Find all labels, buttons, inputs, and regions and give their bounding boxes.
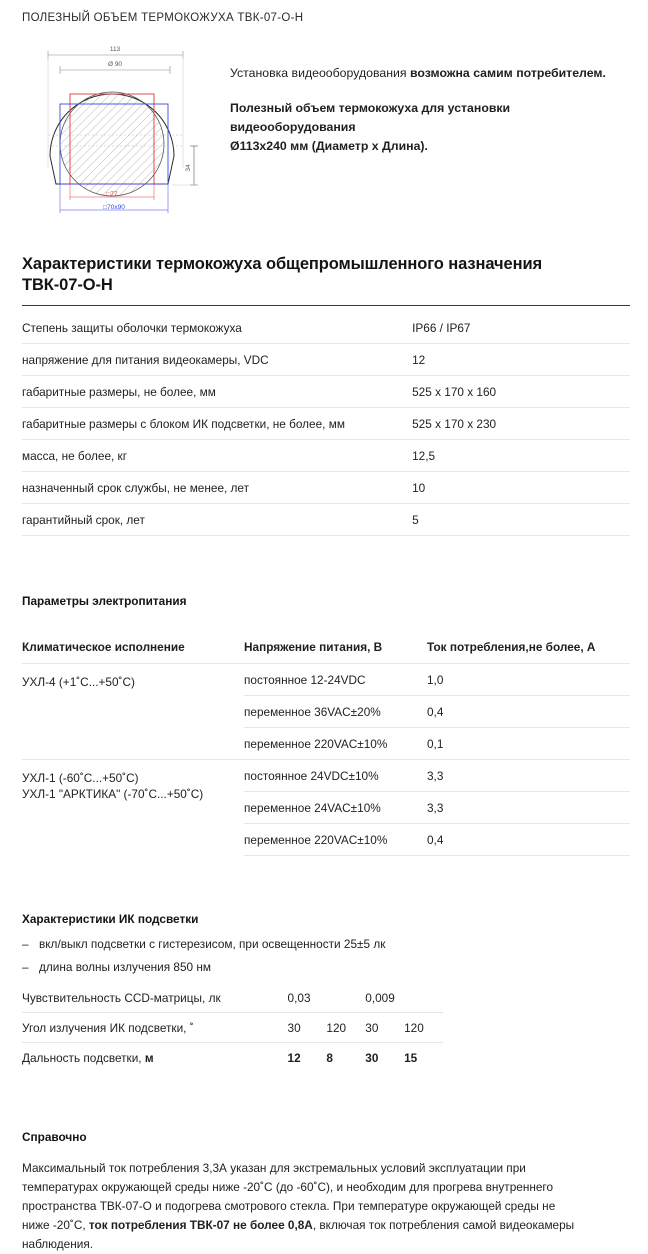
- specs-heading-line1: Характеристики термокожуха общепромышленного назначения: [22, 255, 543, 273]
- spec-value: 5: [412, 504, 630, 536]
- current-value: 0,4: [427, 696, 630, 728]
- cross-section-drawing-icon: [22, 38, 212, 216]
- voltage-value: переменное 36VAC±20%: [244, 696, 427, 728]
- list-item: [22, 960, 626, 974]
- table-row: [22, 472, 630, 504]
- dash-bullet-icon: –: [22, 937, 29, 951]
- reference-heading: Справочно: [22, 1130, 87, 1144]
- ir-bullet-list: [22, 937, 626, 974]
- ir-row-label: [22, 1043, 288, 1073]
- useful-volume-note: [230, 99, 628, 156]
- specs-table: [22, 312, 630, 536]
- useful-volume-line1: Полезный объем термокожуха для установки: [230, 101, 511, 115]
- spec-label: гарантийный срок, лет: [22, 504, 412, 536]
- power-heading: Параметры электропитания: [22, 594, 187, 608]
- specs-heading-line2: ТВК-07-О-Н: [22, 276, 113, 294]
- ir-row-label-unit: м: [144, 1051, 154, 1065]
- table-row: [22, 1043, 443, 1073]
- table-row: [22, 344, 630, 376]
- useful-volume-line2: видеооборудования: [230, 120, 356, 134]
- ir-row-label: Чувствительность CCD-матрицы, лк: [22, 983, 288, 1013]
- col-header-current: Ток потребления,не более, А: [427, 640, 630, 664]
- table-row: [22, 440, 630, 472]
- col-header-climate: Климатическое исполнение: [22, 640, 244, 664]
- ir-range-value: 30: [365, 1051, 379, 1065]
- voltage-value: переменное 220VAC±10%: [244, 728, 427, 760]
- spec-value: 12,5: [412, 440, 630, 472]
- voltage-value: постоянное 12-24VDC: [244, 664, 427, 696]
- reference-section: [22, 1130, 626, 1254]
- svg-text:34: 34: [185, 164, 192, 172]
- page-title: ПОЛЕЗНЫЙ ОБЪЕМ ТЕРМОКОЖУХА ТВК-07-О-Н: [22, 12, 304, 24]
- install-note: [230, 64, 628, 83]
- hero-description: [212, 38, 628, 156]
- current-value: 3,3: [427, 792, 630, 824]
- ir-row-label: Угол излучения ИК подсветки, ˚: [22, 1013, 288, 1043]
- ir-heading: Характеристики ИК подсветки: [22, 912, 199, 926]
- ccd-sensitivity-value-2: 0,009: [365, 983, 443, 1013]
- svg-text:□70x90: □70x90: [103, 204, 125, 211]
- current-value: 0,1: [427, 728, 630, 760]
- ir-row-label-text: Дальность подсветки,: [22, 1051, 145, 1065]
- useful-volume-line3: Ø113x240 мм (Диаметр х Длина).: [230, 139, 428, 153]
- table-row: [22, 408, 630, 440]
- spec-label: напряжение для питания видеокамеры, VDC: [22, 344, 412, 376]
- power-table: [22, 640, 630, 856]
- ir-range-value: 8: [326, 1051, 333, 1065]
- ir-table-body: [22, 983, 443, 1072]
- list-item-label: длина волны излучения 850 нм: [39, 960, 212, 974]
- spec-label: масса, не более, кг: [22, 440, 412, 472]
- current-value: 0,4: [427, 824, 630, 856]
- spec-value: IP66 / IP67: [412, 312, 630, 344]
- table-header-row: [22, 640, 630, 664]
- specs-heading-rule: [22, 305, 630, 306]
- list-item: [22, 937, 626, 951]
- ccd-sensitivity-value-1: 0,03: [288, 983, 366, 1013]
- table-row: [22, 504, 630, 536]
- dash-bullet-icon: –: [22, 960, 29, 974]
- ir-angle-value: 120: [404, 1013, 443, 1043]
- spec-value: 525 x 170 x 160: [412, 376, 630, 408]
- voltage-value: постоянное 24VDC±10%: [244, 760, 427, 792]
- ir-angle-value: 30: [288, 1013, 327, 1043]
- current-value: 1,0: [427, 664, 630, 696]
- ir-range-value: 15: [404, 1051, 418, 1065]
- table-row: [22, 760, 630, 792]
- table-row: [22, 983, 443, 1013]
- svg-text:Ø 90: Ø 90: [107, 61, 123, 68]
- specs-heading: [22, 254, 628, 296]
- col-header-voltage: Напряжение питания, В: [244, 640, 427, 664]
- voltage-value: переменное 24VAC±10%: [244, 792, 427, 824]
- specs-table-body: [22, 312, 630, 536]
- ir-angle-value: 30: [365, 1013, 404, 1043]
- spec-label: габаритные размеры, не более, мм: [22, 376, 412, 408]
- svg-text:□77: □77: [106, 191, 118, 198]
- technical-drawing-figure: [22, 38, 212, 216]
- voltage-value: переменное 220VAC±10%: [244, 824, 427, 856]
- table-row: [22, 664, 630, 696]
- spec-value: 525 x 170 x 230: [412, 408, 630, 440]
- spec-label: назначенный срок службы, не менее, лет: [22, 472, 412, 504]
- current-value: 3,3: [427, 760, 630, 792]
- hero-section: [0, 24, 648, 216]
- spec-label: габаритные размеры с блоком ИК подсветки, не более, мм: [22, 408, 412, 440]
- table-row: [22, 312, 630, 344]
- reference-text-part2: , включая ток потребления самой видеокамеры наблюдения.: [22, 1218, 575, 1251]
- ir-table: [22, 983, 443, 1072]
- ir-range-value: 12: [287, 1051, 301, 1065]
- climate-class-label: УХЛ-4 (+1˚С...+50˚С): [22, 675, 135, 689]
- reference-body: [22, 1159, 582, 1254]
- climate-class-cell: [22, 664, 244, 760]
- climate-class-label: УХЛ-1 (-60˚С...+50˚С): [22, 771, 139, 785]
- reference-text-bold: ток потребления ТВК-07 не более 0,8А: [88, 1218, 313, 1232]
- power-table-body: [22, 664, 630, 856]
- reference-text-part1: Максимальный ток потребления 3,3А указан для экстремальных условий эксплуатации при температурах окружающей среды ниже -20˚С (до -60˚С), и необходим для прогрева внутреннего пространства ТВК-07-О и подогрева смотрового стекла. При температуре окружающей среды не ниже -20˚С,: [22, 1161, 556, 1232]
- install-note-bold: возможна самим потребителем.: [409, 66, 606, 80]
- climate-class-cell: [22, 760, 244, 856]
- spec-label: Степень защиты оболочки термокожуха: [22, 312, 412, 344]
- ir-angle-value: 120: [326, 1013, 365, 1043]
- spec-value: 12: [412, 344, 630, 376]
- table-row: [22, 1013, 443, 1043]
- list-item-label: вкл/выкл подсветки с гистерезисом, при освещенности 25±5 лк: [39, 937, 386, 951]
- spec-value: 10: [412, 472, 630, 504]
- install-note-plain: Установка видеооборудования: [230, 66, 410, 80]
- table-row: [22, 376, 630, 408]
- climate-class-label-alt: УХЛ-1 "АРКТИКА" (-70˚С...+50˚С): [22, 787, 204, 801]
- power-table-head: [22, 640, 630, 664]
- svg-text:113: 113: [109, 46, 121, 53]
